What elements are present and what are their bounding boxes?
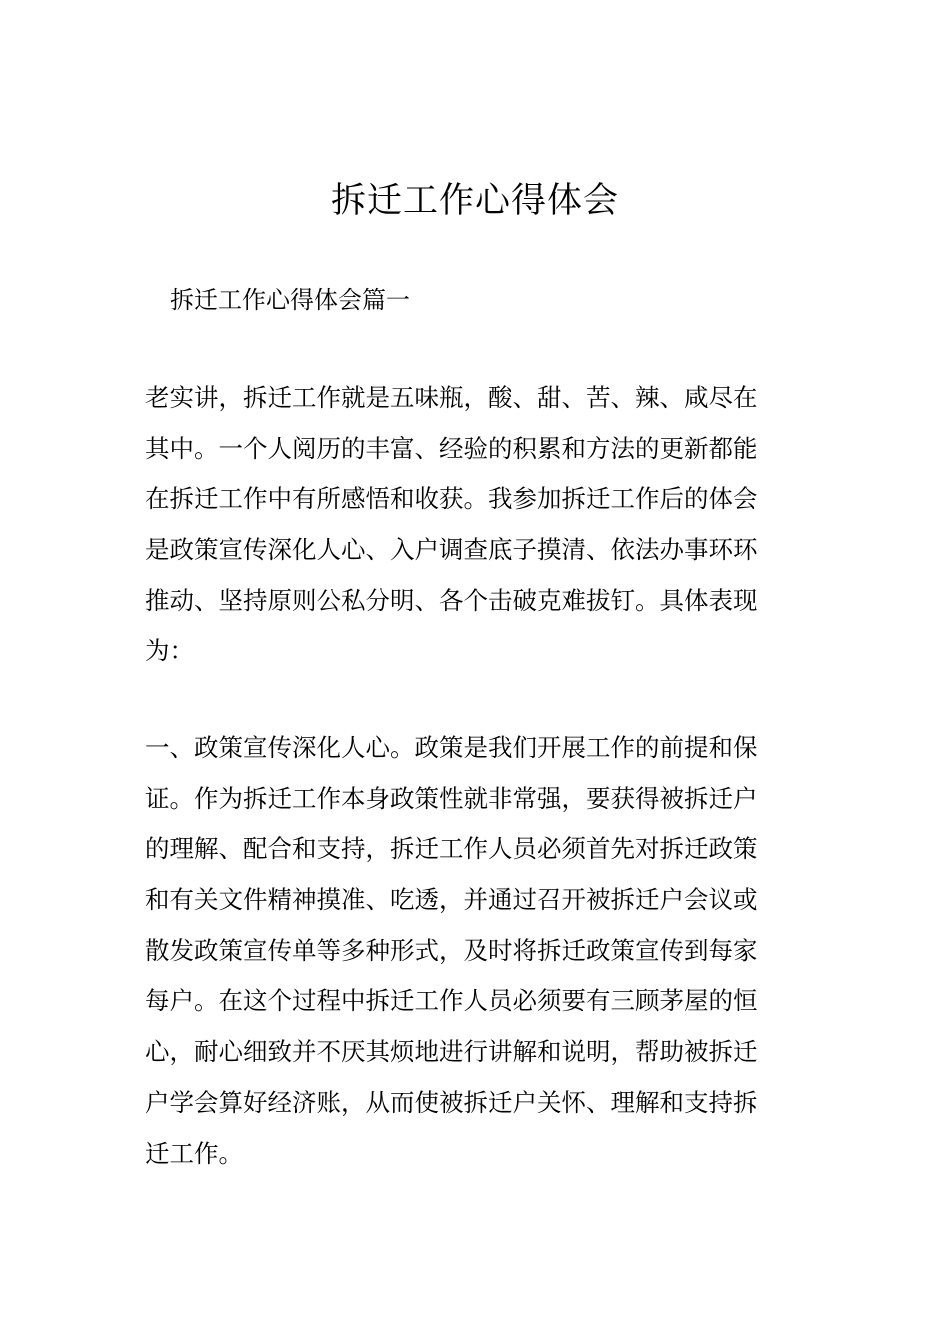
paragraph-line: 一、政策宣传深化人心。政策是我们开展工作的前提和保 xyxy=(145,733,758,762)
paragraph-line: 的理解、配合和支持，拆迁工作人员必须首先对拆迁政策 xyxy=(145,834,758,864)
paragraph-line: 迁工作。 xyxy=(145,1138,243,1168)
paragraph-line: 其中。一个人阅历的丰富、经验的积累和方法的更新都能 xyxy=(145,433,758,463)
paragraph-intro xyxy=(145,373,815,677)
paragraph-line: 老实讲，拆迁工作就是五味瓶，酸、甜、苦、辣、咸尽在 xyxy=(145,383,758,412)
paragraph-line: 散发政策宣传单等多种形式，及时将拆迁政策宣传到每家 xyxy=(145,935,758,965)
paragraph-line: 是政策宣传深化人心、入户调查底子摸清、依法办事环环 xyxy=(145,535,758,565)
paragraph-line: 每户。在这个过程中拆迁工作人员必须要有三顾茅屋的恒 xyxy=(145,986,758,1016)
paragraph-line: 推动、坚持原则公私分明、各个击破克难拔钉。具体表现 xyxy=(145,585,758,615)
paragraph-line: 在拆迁工作中有所感悟和收获。我参加拆迁工作后的体会 xyxy=(145,484,758,514)
paragraph-line: 和有关文件精神摸准、吃透，并通过召开被拆迁户会议或 xyxy=(145,885,758,915)
section-heading: 拆迁工作心得体会篇一 xyxy=(170,286,410,314)
paragraph-line: 为： xyxy=(145,636,194,666)
paragraph-line: 证。作为拆迁工作本身政策性就非常强，要获得被拆迁户 xyxy=(145,783,758,813)
paragraph-line: 户学会算好经济账，从而使被拆迁户关怀、理解和支持拆 xyxy=(145,1087,758,1117)
paragraph-policy xyxy=(145,723,815,1179)
paragraph-line: 心，耐心细致并不厌其烦地进行讲解和说明，帮助被拆迁 xyxy=(145,1037,758,1067)
document-title: 拆迁工作心得体会 xyxy=(330,181,619,221)
